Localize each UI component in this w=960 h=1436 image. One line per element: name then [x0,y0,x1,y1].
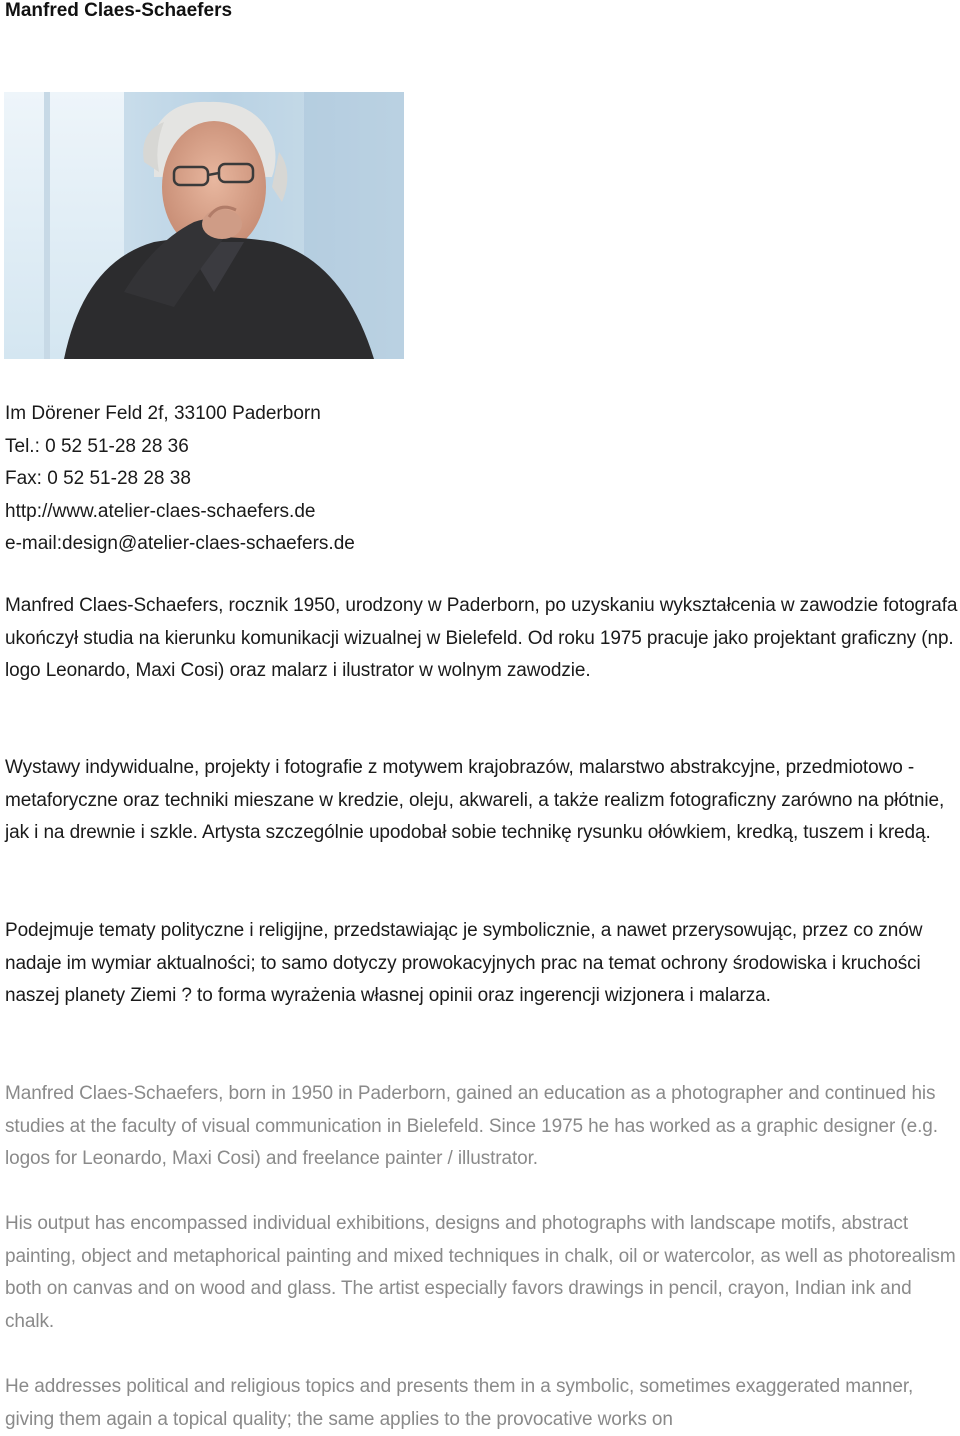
paragraph-en-topics: He addresses political and religious topics and presents them in a symbolic, sometimes exaggerated manner, giving them again a topical quality; the same applies to the provocative works on [5,1376,914,1430]
paragraph-pl-works: Wystawy indywidualne, projekty i fotografie z motywem krajobrazów, malarstwo abstrakcyjne, przedmiotowo - metaforyczne oraz techniki mieszane w kredzie, oleju, akwareli, a także realizm fotograficzny zarówno na płótnie, jak i na drewnie i szkle. Artysta szczególnie upodobał sobie technikę rysunku ołówkiem, kredką, tuszem i kredą. [5,757,945,844]
paragraph-pl-topics: Podejmuje tematy polityczne i religijne, przedstawiając je symbolicznie, a nawet przerysowując, przez co znów nadaje im wymiar aktualności; to samo dotyczy prowokacyjnych prac na temat ochrony środowiska i kruchości naszej planety Ziemi ? to forma wyrażenia własnej opinii oraz ingerencji wizjonera i malarza. [5,920,923,1007]
page-title: Manfred Claes-Schaefers [5,0,233,21]
contact-website-link[interactable]: http://www.atelier-claes-schaefers.de [5,500,316,522]
portrait-illustration [4,92,404,359]
contact-phone: Tel.: 0 52 51-28 28 36 [5,435,189,457]
contact-address: Im Dörener Feld 2f, 33100 Paderborn [5,403,321,424]
paragraph-en-works: His output has encompassed individual exhibitions, designs and photographs with landscape motifs, abstract painting, object and metaphorical painting and mixed techniques in chalk, oil or watercolor, as well as photorealism both on canvas and on wood and glass. The artist especially favors drawings in pencil, crayon, Indian ink and chalk. [5,1213,956,1332]
paragraph-pl-biography: Manfred Claes-Schaefers, rocznik 1950, urodzony w Paderborn, po uzyskaniu wykształcenia w zawodzie fotografa ukończył studia na kierunku komunikacji wizualnej w Bielefeld. Od roku 1975 pracuje jako projektant graficzny (np. logo Leonardo, Maxi Cosi) oraz malarz i ilustrator w wolnym zawodzie. [5,595,958,682]
contact-email-link[interactable]: e-mail:design@atelier-claes-schaefers.de [5,533,355,555]
contact-block [5,398,355,561]
portrait-photo [4,92,404,359]
paragraph-en-biography: Manfred Claes-Schaefers, born in 1950 in Paderborn, gained an education as a photographer and continued his studies at the faculty of visual communication in Bielefeld. Since 1975 he has worked as a graphic designer (e.g. logos for Leonardo, Maxi Cosi) and freelance painter / illustrator. [5,1083,938,1170]
contact-fax: Fax: 0 52 51-28 28 38 [5,468,191,490]
